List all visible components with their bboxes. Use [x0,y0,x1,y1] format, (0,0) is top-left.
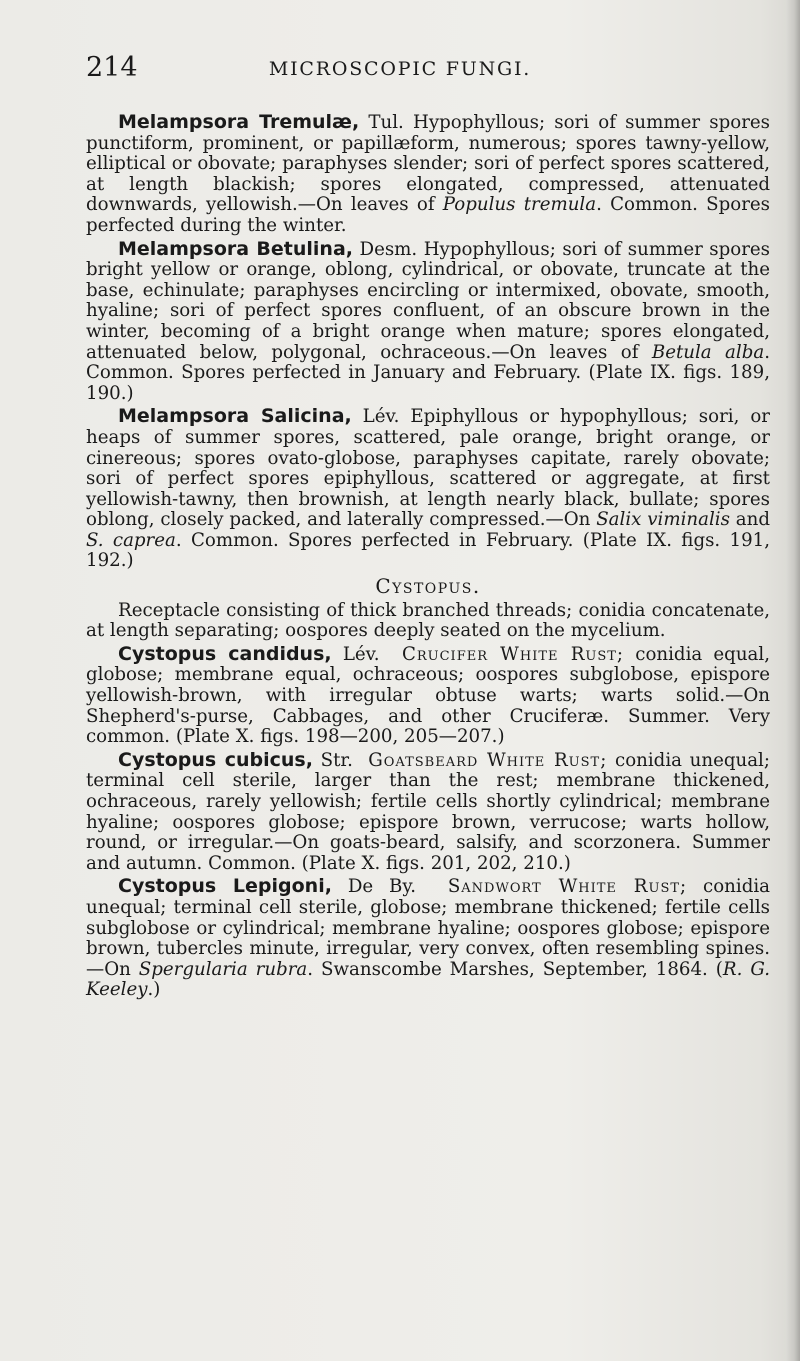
species-notes: . Swanscombe Marshes, September, 1864. ( [307,958,723,980]
species-description: conidia equal, globose; membrane equal, ochraceous; oospores subglobose, epispore yellowish-brown, with irregular obtuse warts; warts solid.—On Shepherd's-purse, Cabbages, and other Cruciferæ. Summer. Very common. (Plate X. figs. 198—200, 205—207.) [86,643,770,748]
host-plant: Spergularia rubra [138,958,308,980]
species-author: Lév. [351,406,400,428]
page-edge-shadow [786,0,800,1361]
species-author: Desm. [352,238,418,260]
host-plant: Salix viminalis [596,509,730,531]
page-number: 214 [86,52,138,83]
species-notes: . Common. Spores perfected in February. (Plate IX. figs. 191, 192.) [86,529,770,572]
species-author: Lév. [331,643,380,665]
species-entry-cystopus-lepigoni [86,876,770,1001]
species-name: Melampsora Betulina, [118,237,353,260]
species-entry-cystopus-candidus [86,644,770,748]
species-author: Str. [312,749,353,771]
species-name: Cystopus cubicus, [118,748,313,771]
page-header [0,52,800,92]
species-notes: . Common. Spores perfected during the winter. [86,194,770,236]
running-title: MICROSCOPIC FUNGI. [268,58,532,80]
species-author: De By. [331,876,417,898]
species-name: Cystopus candidus, [118,642,332,665]
section-heading-cystopus: Cystopus. [375,574,481,599]
common-name: Goatsbeard White Rust; [368,749,608,771]
species-entry-melampsora-betulina [86,239,770,405]
species-description: conidia unequal; terminal cell sterile, globose; membrane thickened; fertile cells subglobose or cylindrical; membrane hyaline; oospores globose; epispore brown, tubercles minute, irregular, very convex, often resembling spines.—On [86,876,771,980]
species-description: Epiphyllous or hypophyllous; sori, or heaps of summer spores, scattered, pale orange, bright orange, or cinereous; spores ovato-globose, paraphyses capitate, rarely obovate; sori of perfect spores epiphyllous, scattered or aggregate, at first yellowish-tawny, then brownish, at length nearly black, bullate; spores oblong, closely packed, and laterally compressed.—On [86,406,770,531]
species-name: Cystopus Lepigoni, [118,875,332,898]
species-name: Melampsora Tremulæ, [118,111,360,133]
closing-punctuation: .) [147,979,161,1001]
genus-description: Receptacle consisting of thick branched threads; conidia concatenate, at length separating; oospores deeply seated on the mycelium. [86,599,770,642]
record-credit: R. G. Keeley [86,958,770,1001]
species-description: Hypophyllous; sori of summer spores punctiform, prominent, or papillæform, numerous; spores tawny-yellow, elliptical or obovate; paraphyses slender; sori of perfect spores scattered, at length blackish; spores elongated, compressed, attenuated downwards, yellowish.—On leaves of [86,112,770,216]
conjunction: and [729,509,770,531]
host-plant: Populus tremula [442,194,597,216]
species-entry-melampsora-tremulae [86,112,770,237]
page-body [86,112,770,1003]
species-entry-melampsora-salicina [86,406,770,572]
species-notes: . Common. Spores perfected in January and February. (Plate IX. figs. 189, 190.) [86,341,771,404]
host-plant: Betula alba [651,341,765,363]
host-plant-2: S. caprea [86,529,176,551]
species-author: Tul. [359,112,404,133]
species-description: conidia unequal; terminal cell sterile, larger than the rest; membrane thickened, ochraceous, rarely yellowish; fertile cells shortly cylindrical; membrane hyaline; oospores globose; epispore brown, verrucose; warts hollow, round, or irregular.—On goats-beard, salsify, and scorzonera. Summer and autumn. Common. (Plate X. figs. 201, 202, 210.) [86,749,770,874]
common-name: Sandwort White Rust; [447,876,688,898]
species-entry-cystopus-cubicus [86,750,770,875]
common-name: Crucifer White Rust; [401,643,625,665]
species-name: Melampsora Salicina, [118,405,352,428]
species-description: Hypophyllous; sori of summer spores bright yellow or orange, oblong, cylindrical, or obovate, truncate at the base, echinulate; paraphyses encircling or intermixed, obovate, smooth, hyaline; sori of perfect spores confluent, of an obscure brown in the winter, becoming of a bright orange when mature; spores elongated, attenuated below, polygonal, ochraceous.—On leaves of [86,238,770,363]
